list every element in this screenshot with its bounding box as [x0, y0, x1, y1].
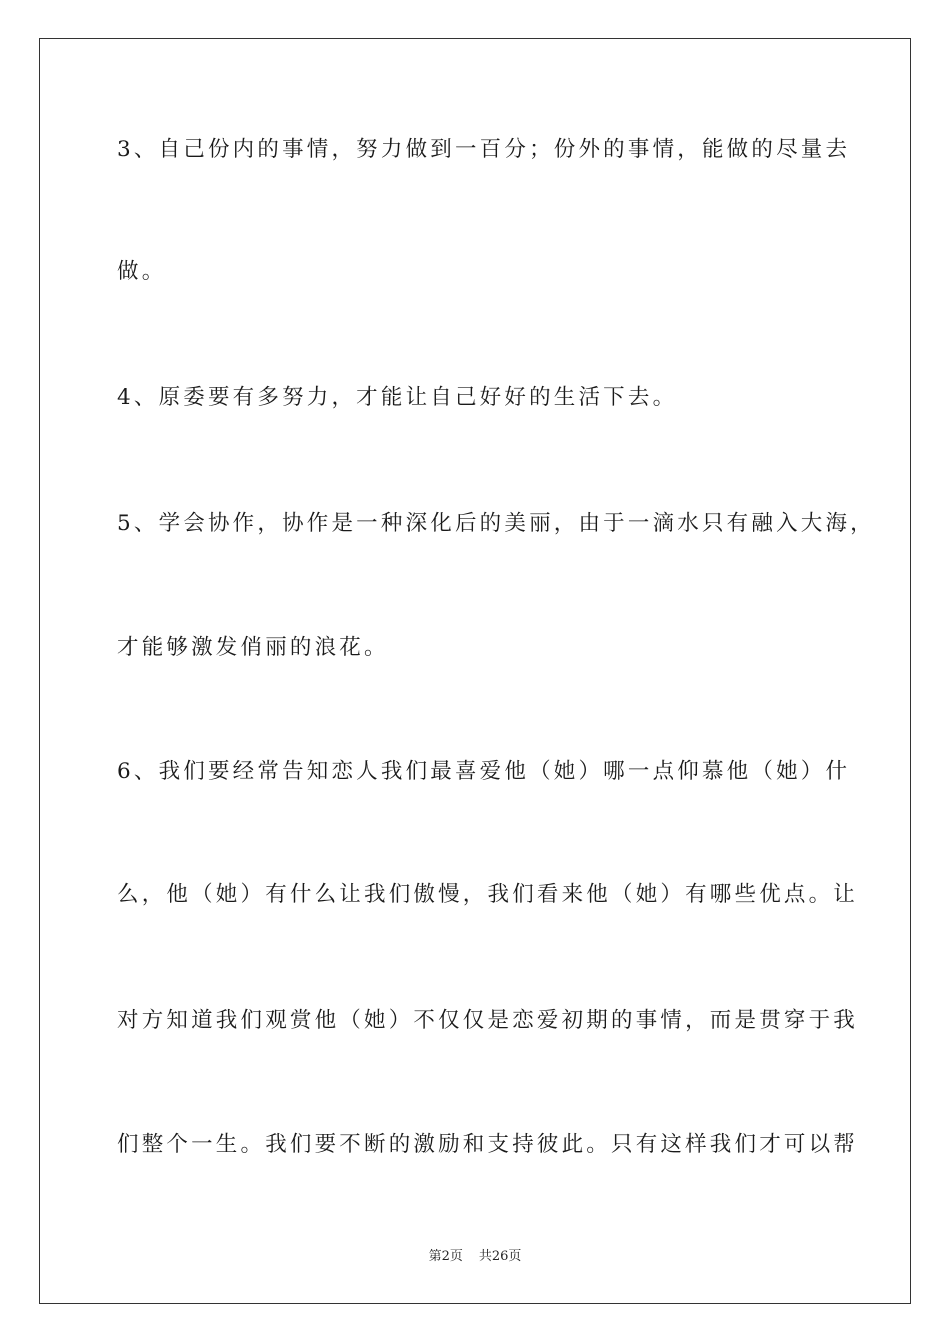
body-text-line: 么，他（她）有什么让我们傲慢，我们看来他（她）有哪些优点。让: [117, 882, 859, 907]
body-text-line: 3、自己份内的事情，努力做到一百分；份外的事情，能做的尽量去: [117, 137, 851, 162]
page-number: 第2页: [428, 1249, 463, 1264]
body-text-line: 对方知道我们观赏他（她）不仅仅是恋爱初期的事情，而是贯穿于我: [117, 1008, 859, 1033]
body-text-line: 6、我们要经常告知恋人我们最喜爱他（她）哪一点仰慕他（她）什: [117, 759, 851, 784]
body-text-line: 们整个一生。我们要不断的激励和支持彼此。只有这样我们才可以帮: [117, 1132, 859, 1157]
page-frame: [39, 38, 911, 1304]
body-text-line: 做。: [117, 259, 167, 284]
body-text-line: 才能够激发俏丽的浪花。: [117, 635, 389, 660]
body-text-line: 4、原委要有多努力，才能让自己好好的生活下去。: [117, 385, 678, 410]
body-text-line: 5、学会协作，协作是一种深化后的美丽，由于一滴水只有融入大海，: [117, 511, 875, 536]
page-footer: [0, 1248, 950, 1266]
page-total: 共26页: [478, 1249, 522, 1264]
